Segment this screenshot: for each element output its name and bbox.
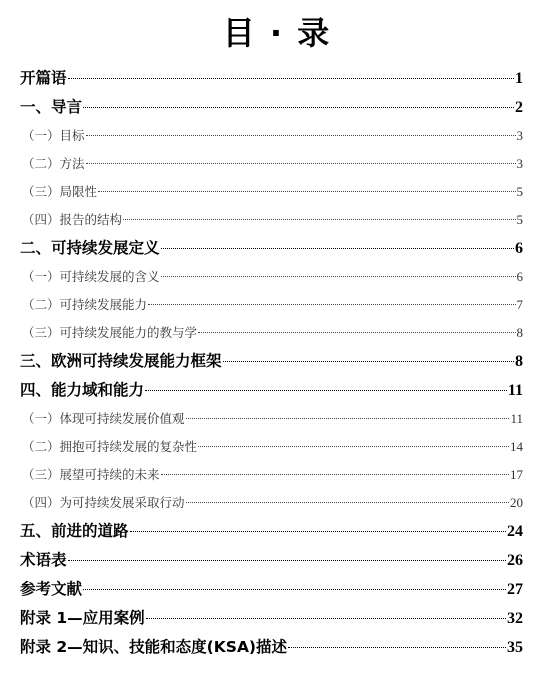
dot-leader: [130, 531, 506, 532]
toc-page-number: 8: [516, 325, 523, 340]
toc-page-number: 7: [516, 297, 523, 312]
toc-page-number: 20: [510, 495, 523, 510]
table-of-contents: [20, 64, 523, 662]
toc-page-number: 14: [510, 439, 523, 454]
toc-page-number: 24: [507, 523, 523, 540]
dot-leader: [83, 589, 506, 590]
dot-leader: [186, 418, 510, 419]
toc-subsection-entry[interactable]: [20, 122, 523, 150]
dot-leader: [83, 107, 514, 108]
toc-entry-label: 开篇语: [20, 69, 67, 87]
toc-page-number: 26: [507, 552, 523, 569]
toc-section-entry[interactable]: [20, 517, 523, 546]
toc-entry-label: 四、能力域和能力: [20, 381, 145, 399]
toc-subsection-entry[interactable]: [20, 489, 523, 517]
dot-leader: [198, 332, 515, 333]
dot-leader: [161, 248, 514, 249]
toc-section-entry[interactable]: [20, 234, 523, 263]
toc-entry-label: （二）方法: [22, 156, 85, 171]
dot-leader: [123, 219, 515, 220]
toc-entry-label: （二）拥抱可持续发展的复杂性: [22, 439, 198, 454]
toc-page-number: 5: [516, 184, 523, 199]
toc-section-entry[interactable]: [20, 604, 523, 633]
toc-entry-label: 三、欧洲可持续发展能力框架: [20, 352, 222, 370]
toc-page-number: 35: [507, 639, 523, 656]
toc-entry-label: 附录 2—知识、技能和态度(KSA)描述: [20, 638, 288, 656]
dot-leader: [145, 390, 507, 391]
toc-entry-label: （四）报告的结构: [22, 212, 123, 227]
dot-leader: [68, 78, 514, 79]
toc-section-entry[interactable]: [20, 575, 523, 604]
toc-entry-label: （一）目标: [22, 128, 85, 143]
toc-page-number: 27: [507, 581, 523, 598]
toc-entry-label: 二、可持续发展定义: [20, 239, 160, 257]
toc-subsection-entry[interactable]: [20, 178, 523, 206]
toc-page-number: 17: [510, 467, 523, 482]
toc-section-entry[interactable]: [20, 64, 523, 93]
toc-entry-label: 附录 1—应用案例: [20, 609, 145, 627]
toc-section-entry[interactable]: [20, 347, 523, 376]
toc-entry-label: 一、导言: [20, 98, 83, 116]
toc-subsection-entry[interactable]: [20, 405, 523, 433]
toc-page-number: 8: [515, 353, 523, 370]
toc-subsection-entry[interactable]: [20, 461, 523, 489]
toc-section-entry[interactable]: [20, 633, 523, 662]
toc-section-entry[interactable]: [20, 93, 523, 122]
toc-page-number: 11: [510, 411, 523, 426]
dot-leader: [223, 361, 514, 362]
toc-subsection-entry[interactable]: [20, 319, 523, 347]
toc-subsection-entry[interactable]: [20, 263, 523, 291]
dot-leader: [288, 647, 506, 648]
toc-entry-label: （四）为可持续发展采取行动: [22, 495, 185, 510]
toc-entry-label: 五、前进的道路: [20, 522, 129, 540]
dot-leader: [148, 304, 515, 305]
toc-page-number: 1: [515, 70, 523, 87]
dot-leader: [186, 502, 509, 503]
toc-entry-label: （一）体现可持续发展价值观: [22, 411, 185, 426]
toc-subsection-entry[interactable]: [20, 291, 523, 319]
toc-entry-label: （三）展望可持续的未来: [22, 467, 160, 482]
toc-entry-label: （二）可持续发展能力: [22, 297, 148, 312]
dot-leader: [86, 163, 516, 164]
toc-section-entry[interactable]: [20, 546, 523, 575]
toc-page-number: 3: [516, 128, 523, 143]
toc-entry-label: （三）可持续发展能力的教与学: [22, 325, 198, 340]
toc-page-number: 3: [516, 156, 523, 171]
dot-leader: [161, 474, 509, 475]
toc-page-number: 6: [515, 240, 523, 257]
toc-page-number: 11: [507, 382, 523, 399]
toc-section-entry[interactable]: [20, 376, 523, 405]
toc-entry-label: （三）局限性: [22, 184, 98, 199]
toc-entry-label: （一）可持续发展的含义: [22, 269, 160, 284]
page-title: 目 · 录: [222, 14, 332, 52]
toc-page-number: 32: [507, 610, 523, 627]
toc-subsection-entry[interactable]: [20, 206, 523, 234]
toc-entry-label: 术语表: [20, 551, 67, 569]
toc-page-number: 2: [515, 99, 523, 116]
toc-subsection-entry[interactable]: [20, 433, 523, 461]
dot-leader: [146, 618, 506, 619]
dot-leader: [198, 446, 509, 447]
dot-leader: [161, 276, 516, 277]
toc-entry-label: 参考文献: [20, 580, 83, 598]
toc-page-number: 5: [516, 212, 523, 227]
dot-leader: [68, 560, 506, 561]
dot-leader: [98, 191, 515, 192]
toc-subsection-entry[interactable]: [20, 150, 523, 178]
dot-leader: [86, 135, 516, 136]
toc-page-number: 6: [516, 269, 523, 284]
